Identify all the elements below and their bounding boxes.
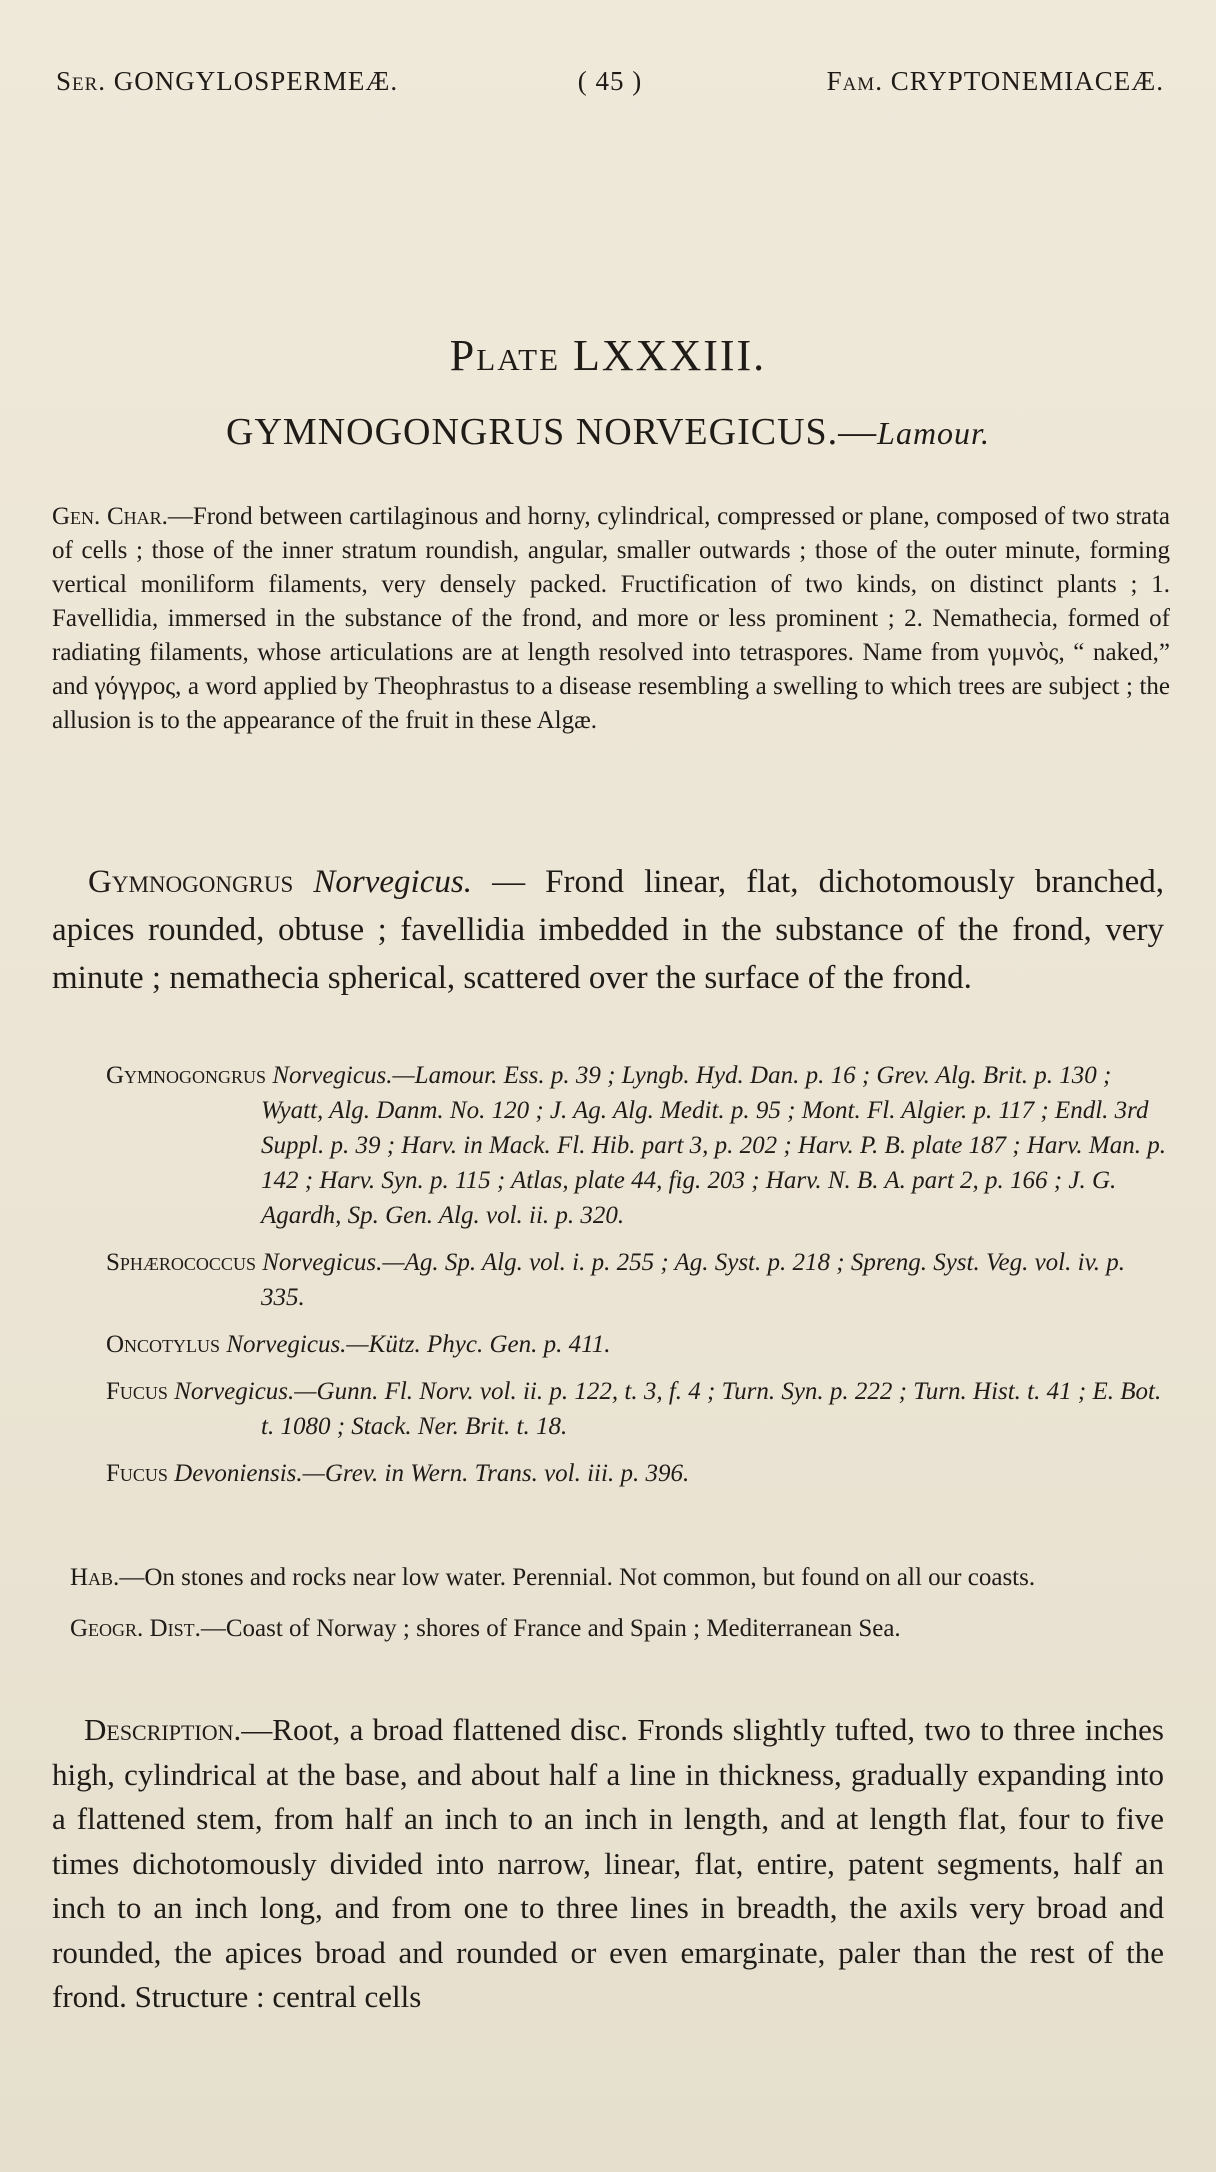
- synonym-text: Norvegicus.—Ag. Sp. Alg. vol. i. p. 255 ; Ag. Syst. p. 218 ; Spreng. Syst. Veg. vol. iv. p. 335.: [261, 1249, 1126, 1311]
- synonym-genus: Fucus: [106, 1460, 168, 1487]
- species-title: [0, 410, 1216, 454]
- distribution-text: —Coast of Norway ; shores of France and Spain ; Mediterranean Sea.: [200, 1615, 901, 1642]
- series-label: Ser. GONGYLOSPERMEÆ.: [56, 66, 399, 96]
- running-head: [56, 56, 1164, 106]
- species-name: GYMNOGONGRUS NORVEGICUS.—: [226, 411, 878, 453]
- gen-char-text: —Frond between cartilaginous and horny, cylindrical, compressed or plane, composed of two strata of cells ; those of the inner stratum roundish, angular, smaller outwards ; those of the outer minute, forming vertical moniliform filaments, very densely packed. Fructification of two kinds, on distinct plants ; 1. Favellidia, immersed in the substance of the frond, and more or less prominent ; 2. Nemathecia, formed of radiating filaments, whose articulations are at length resolved into tetraspores. Name from γυμνὸς, “ naked,” and γόγγρος, a word applied by Theophrastus to a disease resembling a swelling to which trees are subject ; the allusion is to the appearance of the fruit in these Algæ.: [52, 503, 1170, 734]
- synonym-genus: Oncotylus: [106, 1331, 221, 1358]
- species-author: Lamour.: [877, 415, 990, 451]
- species-diagnosis: [52, 858, 1164, 1002]
- habitat-label: Hab.: [70, 1564, 120, 1591]
- plate-title: Plate LXXXIII.: [449, 331, 767, 380]
- habitat-paragraph: [70, 1560, 1164, 1595]
- synonymy-list: [106, 1058, 1166, 1503]
- gen-char-label: Gen. Char.: [52, 503, 168, 530]
- generic-character: [52, 500, 1170, 738]
- synonym-entry: [106, 1374, 1166, 1444]
- diagnosis-species: Norvegicus.: [313, 864, 472, 900]
- synonym-entry: [106, 1327, 1166, 1362]
- description-section: [52, 1708, 1164, 2020]
- page-number: ( 45 ): [577, 66, 643, 96]
- diagnosis-genus: Gymnogongrus: [88, 864, 294, 900]
- family-label: Fam. CRYPTONEMIACEÆ.: [826, 66, 1164, 96]
- synonym-text: Norvegicus.—Kütz. Phyc. Gen. p. 411.: [226, 1331, 611, 1358]
- synonym-text: Norvegicus.—Lamour. Ess. p. 39 ; Lyngb. Hyd. Dan. p. 16 ; Grev. Alg. Brit. p. 130 ; Wyatt, Alg. Danm. No. 120 ; J. Ag. Alg. Medit. p. 95 ; Mont. Fl. Algier. p. 117 ; Endl. 3rd Suppl. p. 39 ; Harv. in Mack. Fl. Hib. part 3, p. 202 ; Harv. P. B. plate 187 ; Harv. Man. p. 142 ; Harv. Syn. p. 115 ; Atlas, plate 44, fig. 203 ; Harv. N. B. A. part 2, p. 166 ; J. G. Agardh, Sp. Gen. Alg. vol. ii. p. 320.: [261, 1062, 1166, 1229]
- habitat-text: —On stones and rocks near low water. Perennial. Not common, but found on all our coasts.: [119, 1564, 1036, 1591]
- synonym-text: Devoniensis.—Grev. in Wern. Trans. vol. iii. p. 396.: [174, 1460, 690, 1487]
- synonym-genus: Fucus: [106, 1378, 168, 1405]
- diagnosis-text: — Frond linear, flat, dichotomously branched, apices rounded, obtuse ; favellidia imbedded in the substance of the frond, very minute ; nemathecia spherical, scattered over the surface of the frond.: [52, 864, 1165, 996]
- description-label: Description.: [84, 1712, 242, 1747]
- description-text: —Root, a broad flattened disc. Fronds slightly tufted, two to three inches high, cylindrical at the base, and about half a line in thickness, gradually expanding into a flattened stem, from half an inch to an inch in length, and at length flat, four to five times dichotomously divided into narrow, linear, flat, entire, patent segments, half an inch to an inch long, and from one to three lines in breadth, the axils very broad and rounded, the apices broad and rounded or even emarginate, paler than the rest of the frond. Structure : central cells: [52, 1712, 1164, 2014]
- synonym-genus: Sphærococcus: [106, 1249, 256, 1276]
- synonym-text: Norvegicus.—Gunn. Fl. Norv. vol. ii. p. 122, t. 3, f. 4 ; Turn. Syn. p. 222 ; Turn. Hist. t. 41 ; E. Bot. t. 1080 ; Stack. Ner. Brit. t. 18.: [174, 1378, 1162, 1440]
- synonym-entry: [106, 1058, 1166, 1233]
- synonym-genus: Gymnogongrus: [106, 1062, 267, 1089]
- distribution-paragraph: [70, 1611, 1164, 1646]
- synonym-entry: [106, 1245, 1166, 1315]
- distribution-label: Geogr. Dist.: [70, 1615, 201, 1642]
- synonym-entry: [106, 1456, 1166, 1491]
- habitat-section: [70, 1560, 1164, 1662]
